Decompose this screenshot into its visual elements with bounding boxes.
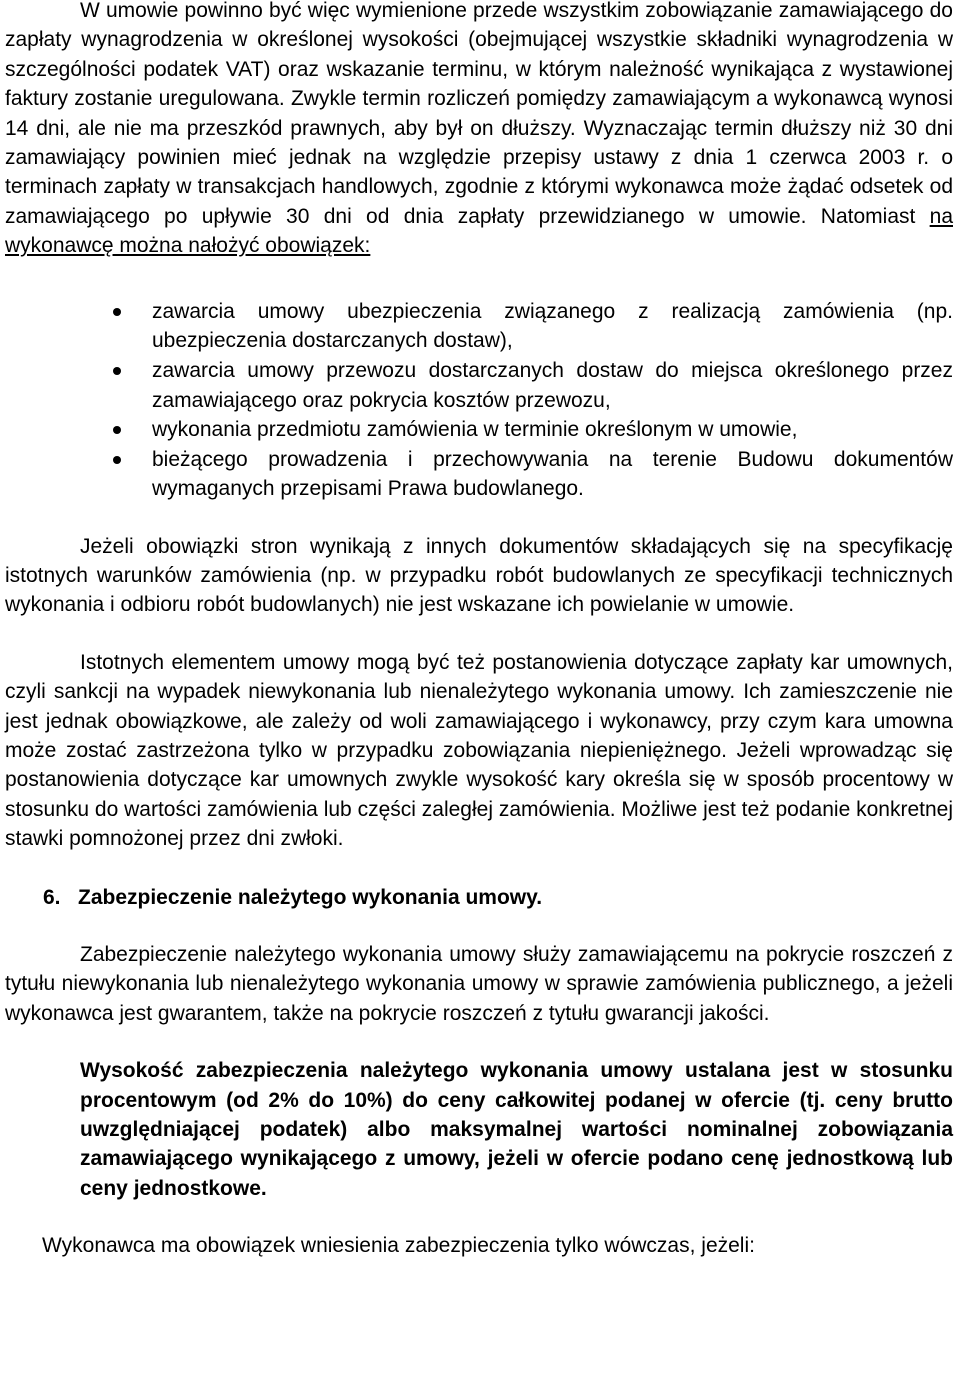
paragraph-contractual-penalties: Istotnych elementem umowy mogą być też postanowienia dotyczące zapłaty kar umownych, czyli sankcji na wypadek niewykonania lub nienależytego wykonania umowy. Ich zamieszczenie nie jest jednak obowiązkowe, ale zależy od woli zamawiającego i wykonawcy, przy czym kara umowna może zostać zastrzeżona tylko w przypadku zobowiązania niepieniężnego. Jeżeli wprowadząc się postanowienia dotyczące kar umownych zwykle wysokość kary określa się w sposób procentowy w stosunku do wartości zamówienia lub części zaległej zamówienia. Możliwe jest też podanie konkretnej stawki pomnożonej przez dni zwłoki. bbox=[5, 650, 953, 851]
list-item bbox=[5, 415, 953, 444]
list-item bbox=[5, 297, 953, 356]
paragraph-security-purpose: Zabezpieczenie należytego wykonania umowy służy zamawiającemu na pokrycie roszczeń z tytułu niewykonania lub nienależytego wykonania umowy w sprawie zamówienia publicznego, a jeżeli wykonawca jest gwarantem, także na pokrycie roszczeń z tytułu gwarancji jakości. bbox=[5, 942, 953, 1025]
section-heading bbox=[5, 883, 953, 912]
list-item-text: zawarcia umowy przewozu dostarczanych dostaw do miejsca określonego przez zamawiającego oraz pokrycia kosztów przewozu, bbox=[152, 359, 953, 412]
paragraph-security-obligation: Wykonawca ma obowiązek wniesienia zabezpieczenia tylko wówczas, jeżeli: bbox=[42, 1234, 755, 1258]
paragraph-text: W umowie powinno być więc wymienione przede wszystkim zobowiązanie zamawiającego do zapłaty wynagrodzenia w określonej wysokości (obejmującej wszystkie składniki wynagrodzenia w szczególności podatek VAT) oraz wskazanie terminu, w którym należność wynikająca z wystawionej faktury zostanie uregulowana. Zwykle termin rozliczeń pomiędzy zamawiającym a wykonawcą wynosi 14 dni, ale nie ma przeszkód prawnych, aby był on dłuższy. Wyznaczając termin dłuższy niż 30 dni zamawiający powinien mieć jednak na względzie przepisy ustawy z dnia 1 czerwca 2003 r. o terminach zapłaty w transakcjach handlowych, zgodnie z którymi wykonawca może żądać odsetek od zamawiającego po upływie 30 dni od dnia zapłaty przewidzianego w umowie. Natomiast bbox=[5, 0, 953, 228]
paragraph-other-documents: Jeżeli obowiązki stron wynikają z innych dokumentów składających się na specyfikację istotnych warunków zamówienia (np. w przypadku robót budowlanych ze specyfikacji technicznych wykonania i odbioru robót budowlanych) nie jest wskazane ich powielanie w umowie. bbox=[5, 534, 953, 617]
underlined-text: na wykonawcę można nałożyć obowiązek: bbox=[5, 204, 953, 258]
paragraph-payment-terms bbox=[5, 0, 953, 261]
bullet-icon bbox=[113, 308, 121, 316]
list-item-text: zawarcia umowy ubezpieczenia związanego z realizacją zamówienia (np. ubezpieczenia dostarczanych dostaw), bbox=[152, 299, 953, 353]
list-item bbox=[5, 356, 953, 415]
document-page bbox=[5, 0, 953, 1261]
section-title: Zabezpieczenie należytego wykonania umowy. bbox=[78, 885, 543, 909]
list-item bbox=[5, 445, 953, 504]
list-item-text: bieżącego prowadzenia i przechowywania na terenie Budowu dokumentów wymaganych przepisami Prawa budowlanego. bbox=[152, 447, 953, 501]
obligations-list bbox=[5, 297, 953, 504]
bullet-icon bbox=[113, 367, 121, 375]
bullet-icon bbox=[113, 456, 121, 464]
list-item-text: wykonania przedmiotu zamówienia w terminie określonym w umowie, bbox=[152, 418, 798, 442]
section-number: 6. bbox=[43, 885, 61, 909]
paragraph-security-amount: Wysokość zabezpieczenia należytego wykonania umowy ustalana jest w stosunku procentowym (od 2% do 10%) do ceny całkowitej podanej w ofercie (tj. ceny brutto uwzględniającej podatek) albo maksymalnej wartości nominalnej zobowiązania zamawiającego wynikającego z umowy, jeżeli w ofercie podano cenę jednostkową lub ceny jednostkowe. bbox=[80, 1059, 953, 1200]
bullet-icon bbox=[113, 426, 121, 434]
